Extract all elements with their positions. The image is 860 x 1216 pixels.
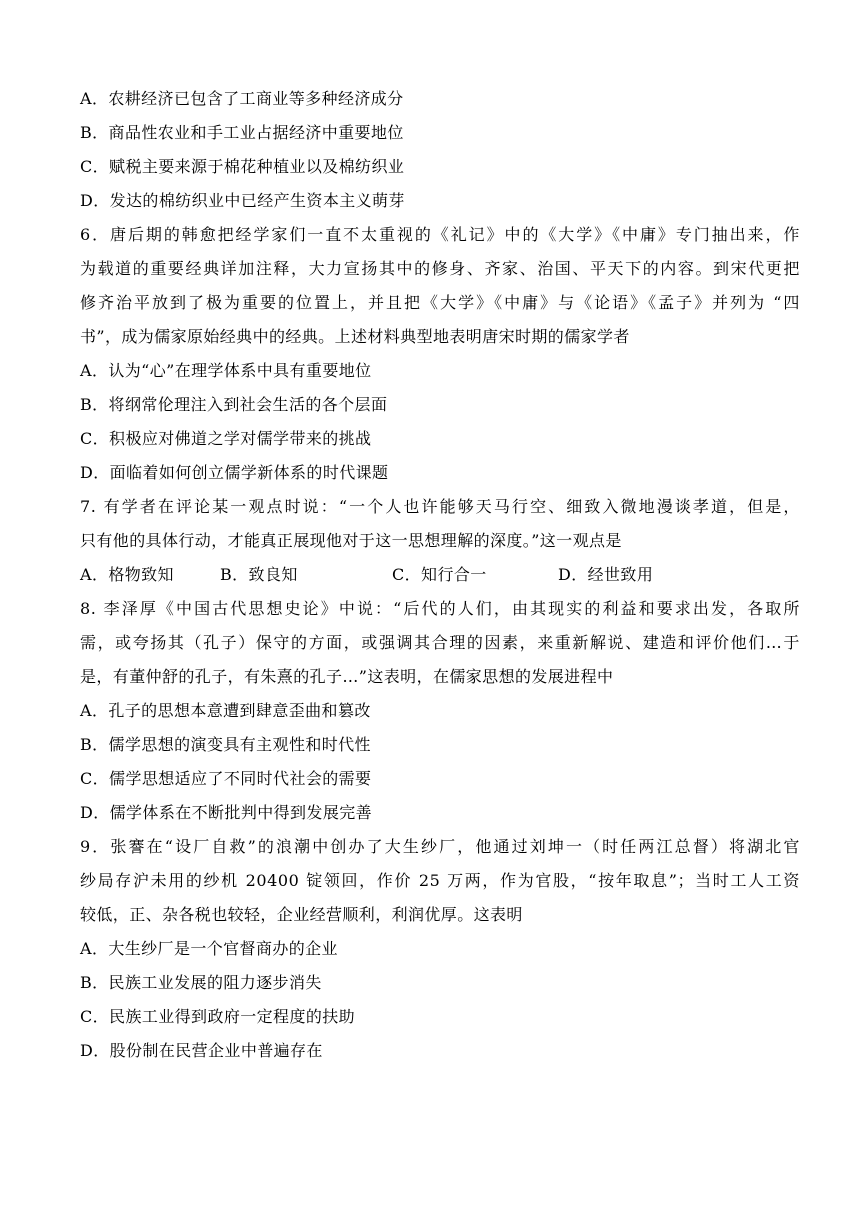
q5-option-b: B．商品性农业和手工业占据经济中重要地位 (80, 123, 404, 142)
q7-option-c: C．知行合一 (392, 565, 487, 584)
q5-option-a: A．农耕经济已包含了工商业等多种经济成分 (80, 89, 404, 108)
q6-option-b: B．将纲常伦理注入到社会生活的各个层面 (80, 395, 388, 414)
q8-stem-line: 8. 李泽厚《中国古代思想史论》中说：“后代的人们，由其现实的利益和要求出发，各取所 (80, 599, 800, 618)
q8-option-c: C．儒学思想适应了不同时代社会的需要 (80, 769, 372, 788)
q7-stem-line: 7. 有学者在评论某一观点时说：“一个人也许能够天马行空、细致入微地漫谈孝道，但是， (80, 497, 800, 516)
q5-option-c: C．赋税主要来源于棉花种植业以及棉纺织业 (80, 157, 405, 176)
q9-stem-line: 9．张謇在“设厂自救”的浪潮中创办了大生纱厂，他通过刘坤一（时任两江总督）将湖北官 (80, 837, 800, 856)
q7-option-a: A．格物致知 (80, 565, 174, 584)
q9-stem-line: 纱局存沪未用的纱机 20400 锭领回，作价 25 万两，作为官股，“按年取息”；当时工人工资 (80, 871, 800, 890)
q7-options-row (80, 565, 800, 585)
q7-stem-line: 只有他的具体行动，才能真正展现他对于这一思想理解的深度。”这一观点是 (80, 531, 622, 550)
q8-option-b: B．儒学思想的演变具有主观性和时代性 (80, 735, 371, 754)
q6-stem-line: 6．唐后期的韩愈把经学家们一直不太重视的《礼记》中的《大学》《中庸》专门抽出来，作 (80, 225, 800, 244)
q6-option-a: A．认为“心”在理学体系中具有重要地位 (80, 361, 372, 380)
q6-option-c: C．积极应对佛道之学对儒学带来的挑战 (80, 429, 372, 448)
q6-option-d: D．面临着如何创立儒学新体系的时代课题 (80, 463, 389, 482)
q7-option-b: B．致良知 (220, 565, 298, 584)
q6-stem-line: 修齐治平放到了极为重要的位置上，并且把《大学》《中庸》与《论语》《孟子》并列为 “四 (80, 293, 800, 312)
q6-stem-line: 为载道的重要经典详加注释，大力宣扬其中的修身、齐家、治国、平天下的内容。到宋代更把 (80, 259, 800, 278)
q9-option-b: B．民族工业发展的阻力逐步消失 (80, 973, 322, 992)
q8-option-d: D．儒学体系在不断批判中得到发展完善 (80, 803, 373, 822)
q9-option-a: A．大生纱厂是一个官督商办的企业 (80, 939, 338, 958)
q7-option-d: D．经世致用 (558, 565, 654, 584)
q8-stem-line: 是，有董仲舒的孔子，有朱熹的孔子…”这表明，在儒家思想的发展进程中 (80, 667, 614, 686)
q8-option-a: A．孔子的思想本意遭到肆意歪曲和篡改 (80, 701, 371, 720)
q6-stem-line: 书”，成为儒家原始经典中的经典。上述材料典型地表明唐宋时期的儒家学者 (80, 327, 630, 346)
q5-option-d: D．发达的棉纺织业中已经产生资本主义萌芽 (80, 191, 405, 210)
q9-stem-line: 较低，正、杂各税也较轻，企业经营顺利，利润优厚。这表明 (80, 905, 523, 924)
q9-option-c: C．民族工业得到政府一定程度的扶助 (80, 1007, 356, 1026)
q8-stem-line: 需，或夸扬其（孔子）保守的方面，或强调其合理的因素，来重新解说、建造和评价他们…于 (80, 633, 800, 652)
q9-option-d: D．股份制在民营企业中普遍存在 (80, 1041, 323, 1060)
